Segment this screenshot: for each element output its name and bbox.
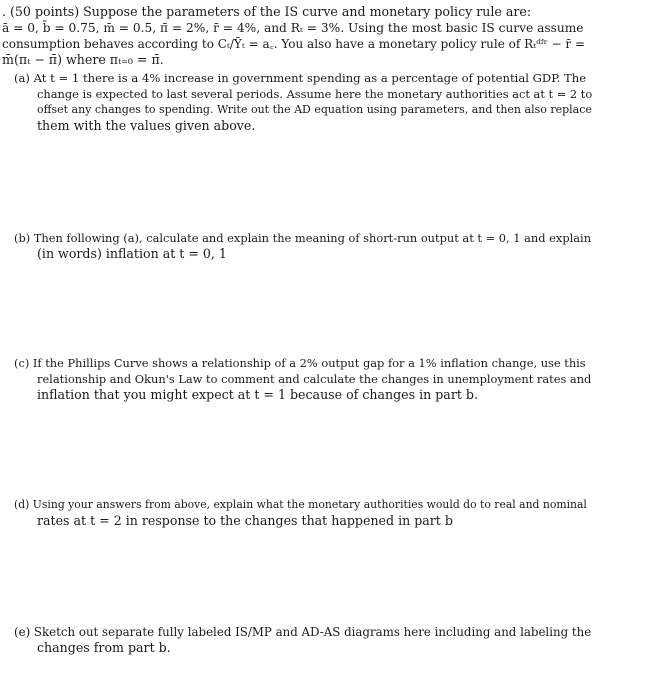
- intro-line: m̄(πₜ − π̄) where πₜ₌₀ = π̄.: [2, 52, 164, 67]
- part-e-line: changes from part b.: [37, 640, 171, 655]
- part-e-line: (e) Sketch out separate fully labeled IS/MP and AD-AS diagrams here including and labeling the: [14, 625, 592, 639]
- intro-line: . (50 points) Suppose the parameters of the IS curve and monetary policy rule are:: [2, 4, 532, 19]
- part-d-line: rates at t = 2 in response to the changes that happened in part b: [37, 513, 453, 528]
- part-b: [14, 230, 594, 262]
- part-b-line: (b) Then following (a), calculate and explain the meaning of short-run output at t = 0, 1 and explain: [14, 231, 592, 245]
- part-e: [14, 624, 594, 656]
- part-d-line: (d) Using your answers from above, explain what the monetary authorities would do to real and nominal: [14, 498, 587, 511]
- part-c: [14, 355, 594, 403]
- question-intro: [2, 4, 592, 68]
- part-c-line: relationship and Okun's Law to comment and calculate the changes in unemployment rates and: [37, 372, 592, 386]
- part-c-line: inflation that you might expect at t = 1 because of changes in part b.: [37, 387, 478, 402]
- intro-line: consumption behaves according to Cₜ/Ȳₜ = a꜀. You also have a monetary policy rule of Rₜᵈᶠʳ − r̄ =: [2, 37, 586, 51]
- part-d: [14, 497, 594, 529]
- part-a-line: them with the values given above.: [37, 118, 256, 133]
- part-c-line: (c) If the Phillips Curve shows a relationship of a 2% output gap for a 1% inflation change, use this: [14, 356, 586, 370]
- part-a-line: (a) At t = 1 there is a 4% increase in government spending as a percentage of potential GDP. The: [14, 71, 587, 85]
- part-b-line: (in words) inflation at t = 0, 1: [37, 246, 227, 261]
- part-a-line: offset any changes to spending. Write out the AD equation using parameters, and then also replace: [37, 103, 592, 116]
- intro-line: ā = 0, b̄ = 0.75, m̄ = 0.5, π̄ = 2%, r̄ = 4%, and Rₜ = 3%. Using the most basic IS curve assume: [2, 21, 584, 35]
- part-a: [14, 70, 594, 134]
- part-a-line: change is expected to last several periods. Assume here the monetary authorities act at t = 2 to: [37, 87, 593, 101]
